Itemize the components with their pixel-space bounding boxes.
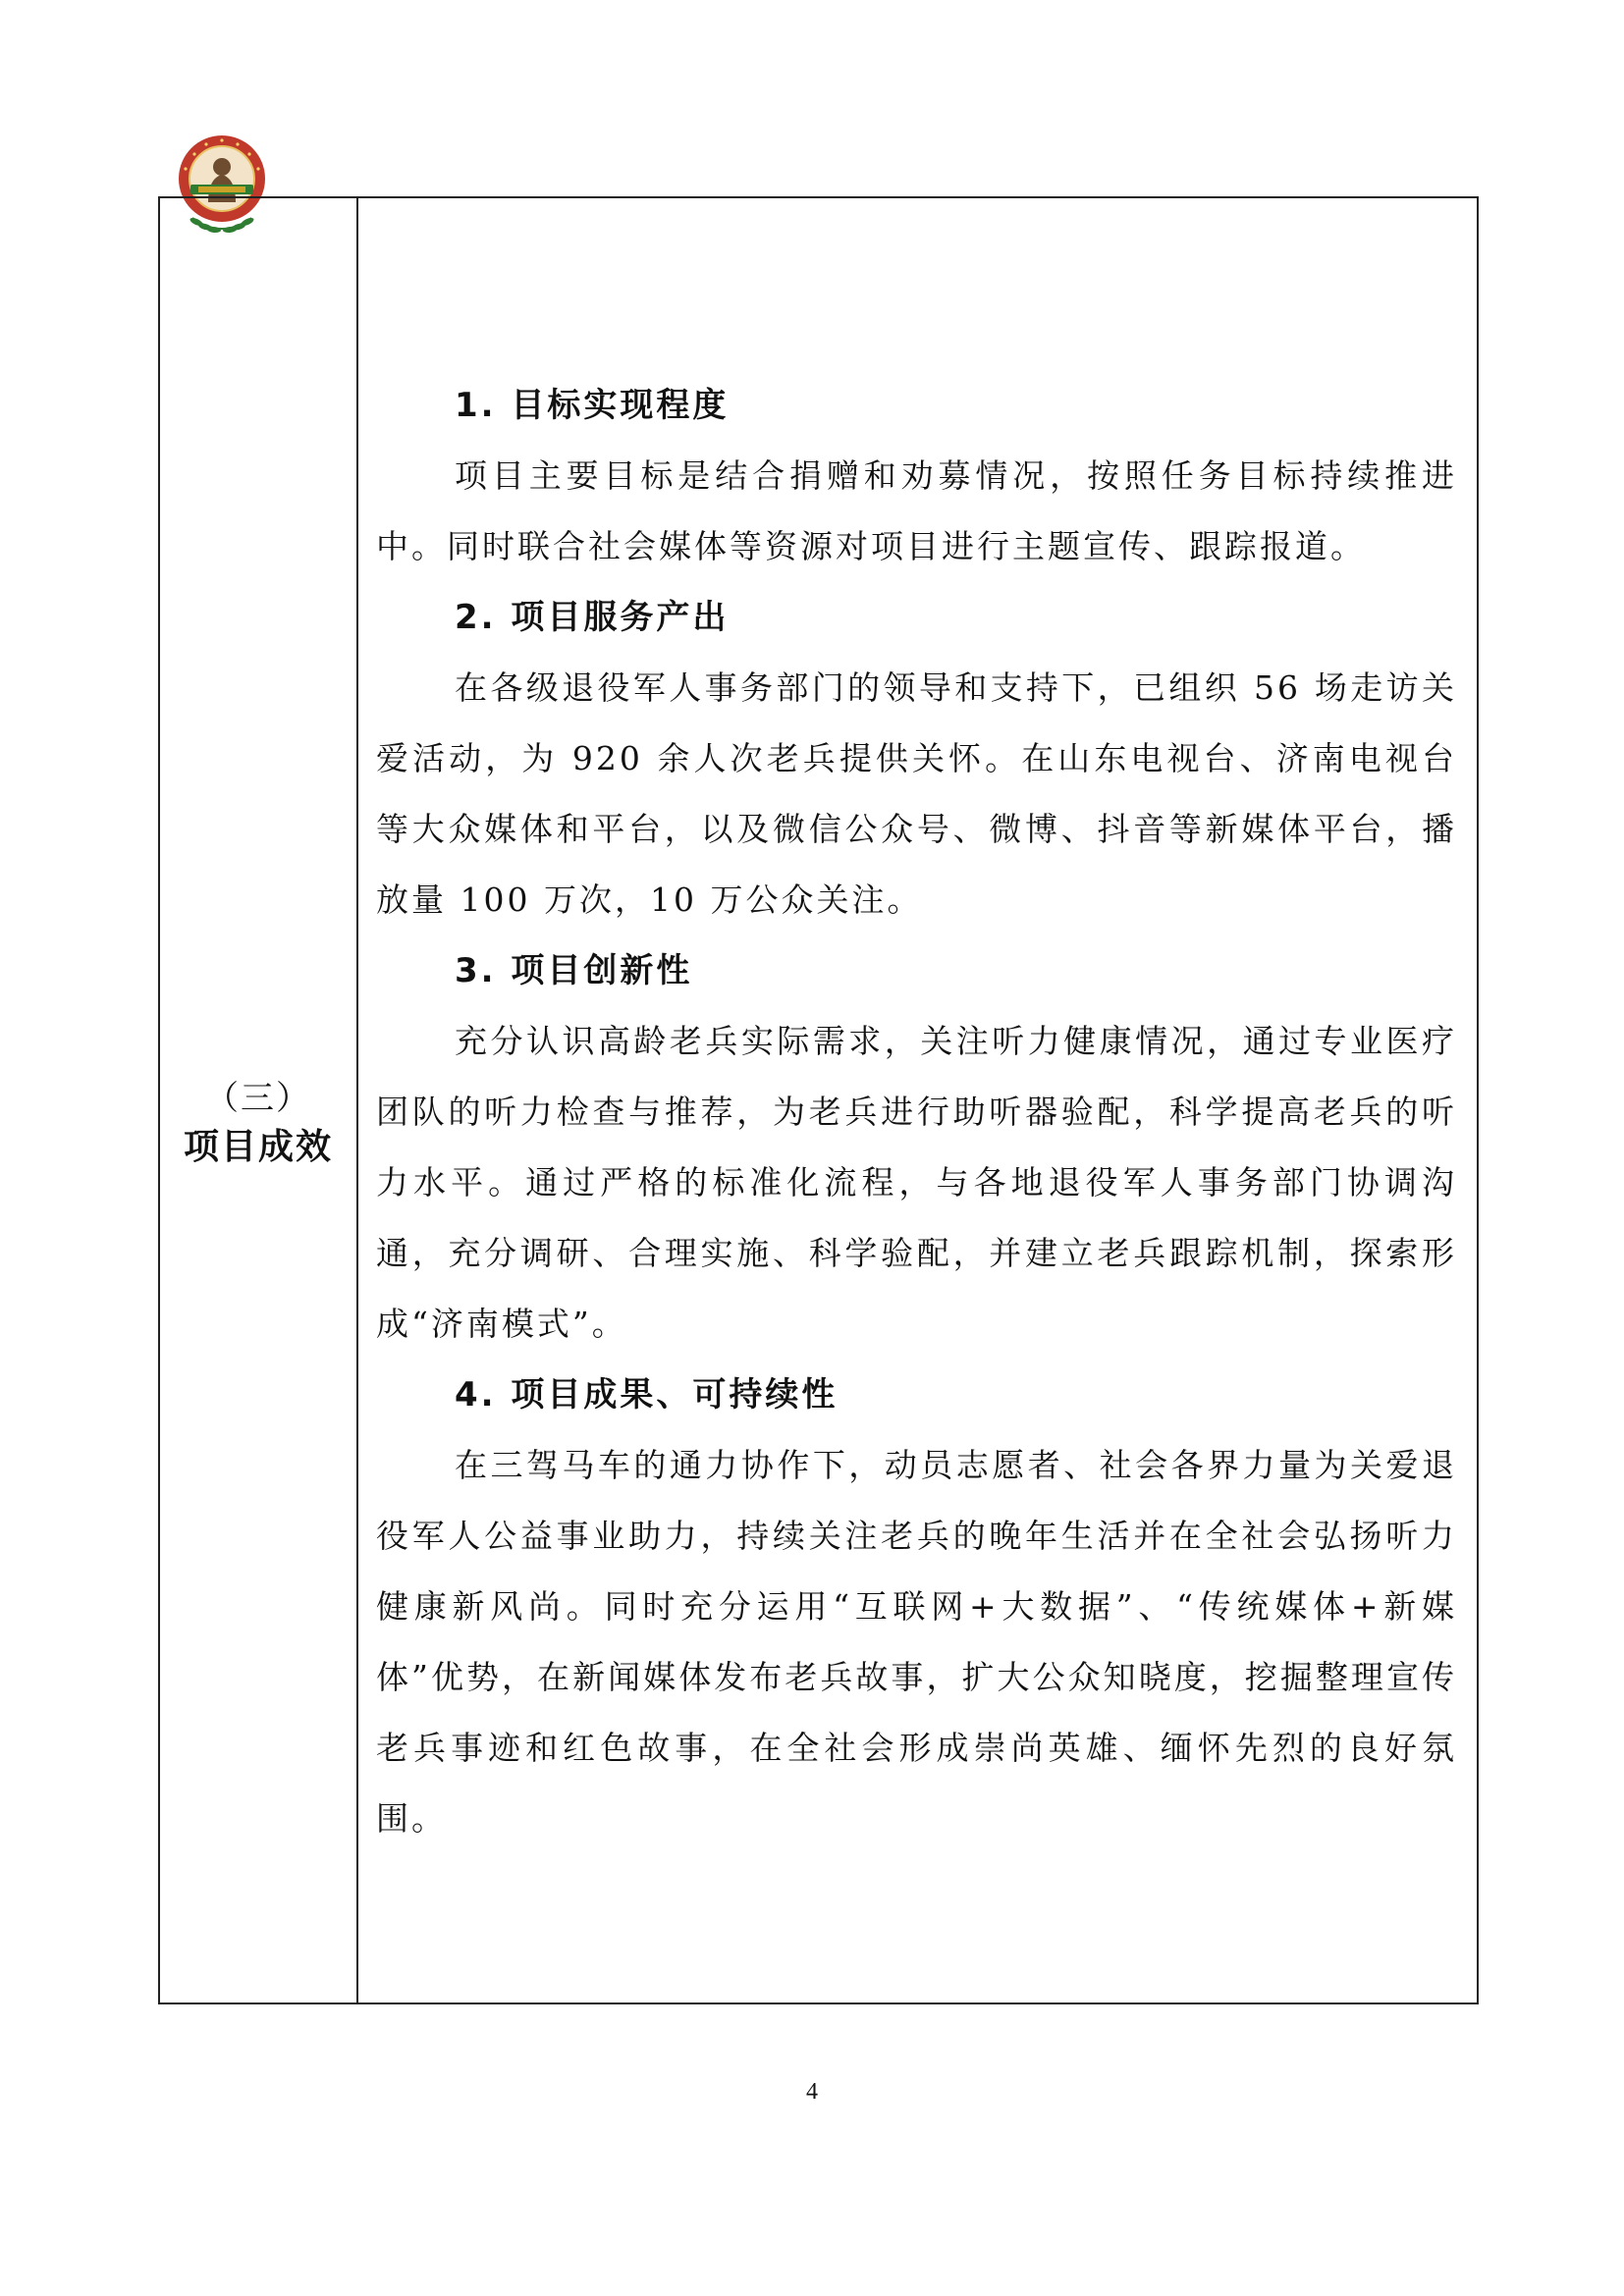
section-paragraph: 项目主要目标是结合捐赠和劝募情况，按照任务目标持续推进中。同时联合社会媒体等资源对项目进行主题宣传、跟踪报道。: [376, 456, 1457, 565]
section-paragraph: 在各级退役军人事务部门的领导和支持下，已组织 56 场走访关爱活动，为 920 余人次老兵提供关怀。在山东电视台、济南电视台等大众媒体和平台，以及微信公众号、微博、抖音等新媒体平台，播放量 100 万次，10 万公众关注。: [376, 668, 1457, 919]
section-paragraph: 在三驾马车的通力协作下，动员志愿者、社会各界力量为关爱退役军人公益事业助力，持续关注老兵的晚年生活并在全社会弘扬听力健康新风尚。同时充分运用“互联网+大数据”、“传统媒体+新媒体”优势，在新闻媒体发布老兵故事，扩大公众知晓度，挖掘整理宣传老兵事迹和红色故事，在全社会形成崇尚英雄、缅怀先烈的良好氛围。: [376, 1446, 1457, 1838]
section-paragraph: 充分认识高龄老兵实际需求，关注听力健康情况，通过专业医疗团队的听力检查与推荐，为老兵进行助听器验配，科学提高老兵的听力水平。通过严格的标准化流程，与各地退役军人事务部门协调沟通，充分调研、合理实施、科学验配，并建立老兵跟踪机制，探索形成“济南模式”。: [376, 1022, 1457, 1343]
project-results-table: [158, 196, 1479, 2004]
row-label-cell: [160, 198, 358, 2002]
section-service-output: [376, 582, 1457, 935]
section-goal-achievement: [376, 370, 1457, 582]
row-content-cell: [358, 198, 1477, 2002]
section-heading: 3. 项目创新性: [455, 951, 693, 990]
section-innovation: [376, 935, 1457, 1360]
page-number: 4: [806, 2079, 818, 2105]
section-heading: 1. 目标实现程度: [455, 386, 730, 425]
section-heading: 4. 项目成果、可持续性: [455, 1375, 839, 1415]
row-label-number: （三）: [205, 1079, 311, 1118]
section-heading: 2. 项目服务产出: [455, 598, 730, 637]
row-label-text: 项目成效: [183, 1127, 333, 1167]
section-results-sustainability: [376, 1360, 1457, 1854]
